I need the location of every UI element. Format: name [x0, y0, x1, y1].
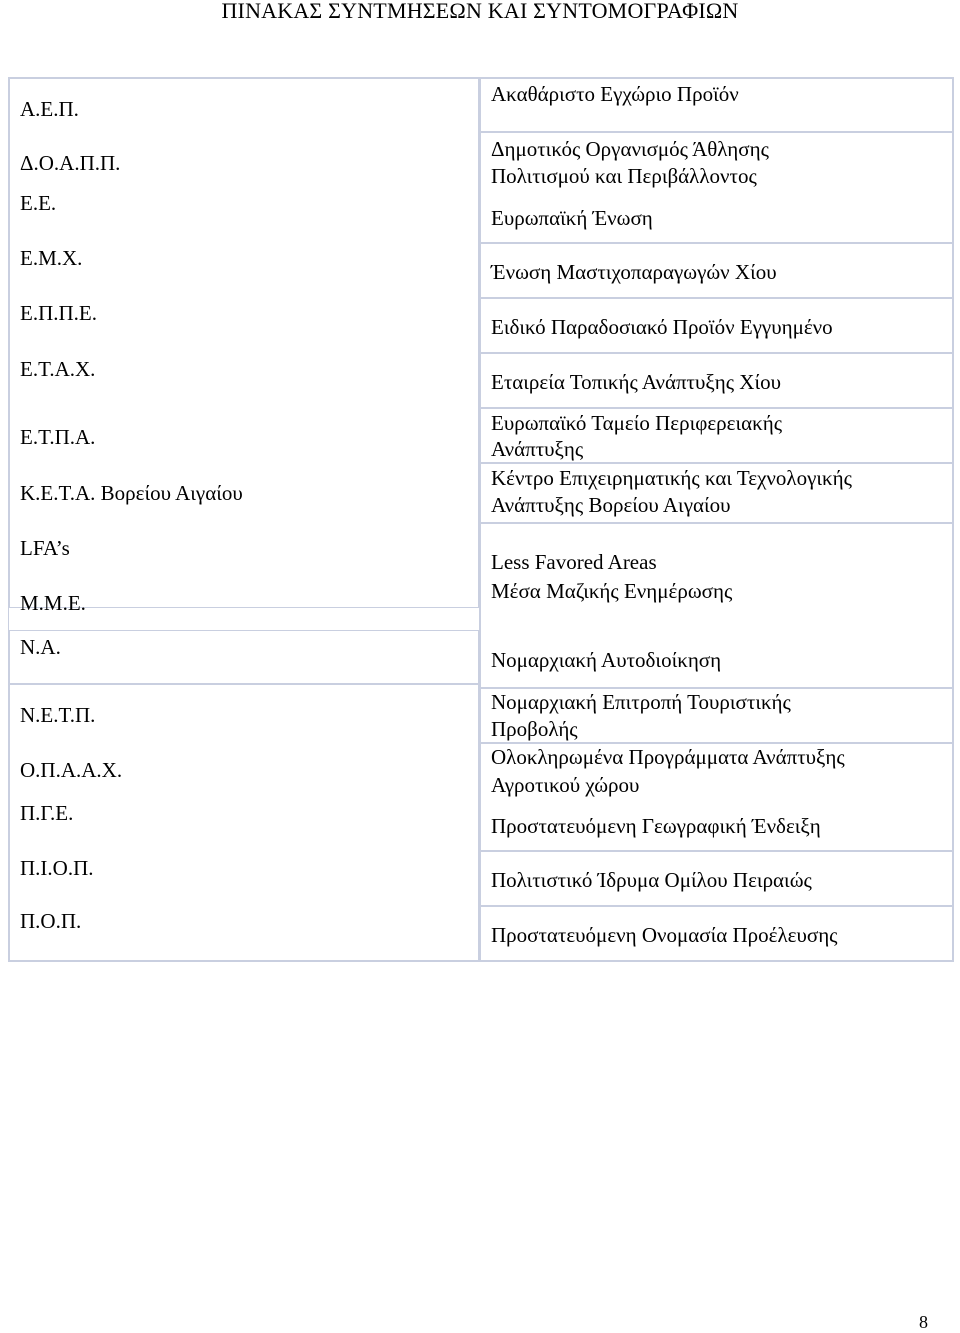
definition: Δημοτικός Οργανισμός Άθλησης — [491, 137, 769, 161]
definition: Ανάπτυξης Βορείου Αιγαίου — [491, 493, 731, 517]
abbreviation: Π.Ι.Ο.Π. — [20, 856, 94, 880]
page-number: 8 — [919, 1312, 928, 1332]
definition: Ολοκληρωμένα Προγράμματα Ανάπτυξης — [491, 745, 845, 769]
abbreviation: Ε.Μ.Χ. — [20, 246, 83, 270]
definition: Ειδικό Παραδοσιακό Προϊόν Εγγυημένο — [491, 315, 833, 339]
definition-cell — [480, 523, 953, 688]
abbreviation: Π.Ο.Π. — [20, 909, 82, 933]
abbreviation: Ν.Ε.Τ.Π. — [20, 703, 96, 727]
definition: Αγροτικού χώρου — [491, 773, 640, 797]
definition-cell — [480, 353, 953, 408]
definition: Προστατευόμενη Ονομασία Προέλευσης — [491, 923, 838, 947]
definition: Ευρωπαϊκή Ένωση — [491, 206, 653, 230]
page-title: ΠΙΝΑΚΑΣ ΣΥΝΤΜΗΣΕΩΝ ΚΑΙ ΣΥΝΤΟΜΟΓΡΑΦΙΩΝ — [221, 0, 739, 23]
definition: Ακαθάριστο Εγχώριο Προϊόν — [491, 82, 739, 106]
definition-cell — [480, 906, 953, 961]
definition: Ένωση Μαστιχοπαραγωγών Χίου — [491, 260, 777, 284]
definition: Ανάπτυξης — [491, 437, 584, 461]
definition: Προστατευόμενη Γεωγραφική Ένδειξη — [491, 814, 821, 838]
definition: Πολιτισμού και Περιβάλλοντος — [491, 164, 757, 188]
definition-cell — [480, 743, 953, 851]
abbreviation: Ο.Π.Α.Α.Χ. — [20, 758, 123, 782]
definition: Πολιτιστικό Ίδρυμα Ομίλου Πειραιώς — [491, 868, 812, 892]
abbreviation-cell-group-1 — [9, 78, 479, 615]
definition-column — [480, 78, 953, 961]
abbreviation: Α.Ε.Π. — [20, 97, 79, 121]
definition-cell — [480, 688, 953, 743]
definition-cell — [480, 132, 953, 243]
abbreviation: Ε.Ε. — [20, 191, 57, 215]
abbreviations-table — [8, 77, 954, 962]
definition: Εταιρεία Τοπικής Ανάπτυξης Χίου — [491, 370, 782, 394]
definition: Προβολής — [491, 717, 578, 741]
abbreviation: Κ.Ε.Τ.Α. Βορείου Αιγαίου — [20, 481, 243, 505]
abbreviation: Ε.Π.Π.Ε. — [20, 301, 97, 325]
abbreviation-column — [9, 78, 480, 961]
abbreviation: Ε.Τ.Π.Α. — [20, 425, 96, 449]
definition-cell — [480, 408, 953, 463]
definition-cell — [480, 463, 953, 523]
definition-cell — [480, 78, 953, 132]
definition: Νομαρχιακή Επιτροπή Τουριστικής — [491, 690, 791, 714]
definition-cell — [480, 298, 953, 353]
abbreviation: Ε.Τ.Α.Χ. — [20, 357, 96, 381]
abbreviation: Μ.Μ.Ε. — [20, 591, 86, 615]
abbreviation: Δ.Ο.Α.Π.Π. — [20, 151, 121, 175]
definition-cell — [480, 243, 953, 298]
abbreviation-cell-group-2 — [9, 684, 479, 961]
definition: Κέντρο Επιχειρηματικής και Τεχνολογικής — [491, 466, 852, 490]
definition-cell — [480, 851, 953, 906]
abbreviation: LFA’s — [20, 536, 70, 560]
abbreviation: Ν.Α. — [20, 635, 61, 659]
abbreviation: Π.Γ.Ε. — [20, 801, 74, 825]
definition: Μέσα Μαζικής Ενημέρωσης — [491, 579, 733, 603]
definition: Νομαρχιακή Αυτοδιοίκηση — [491, 648, 722, 672]
definition: Ευρωπαϊκό Ταμείο Περιφερειακής — [491, 411, 783, 435]
abbreviation-cell — [9, 630, 479, 684]
definition: Less Favored Areas — [491, 550, 657, 574]
